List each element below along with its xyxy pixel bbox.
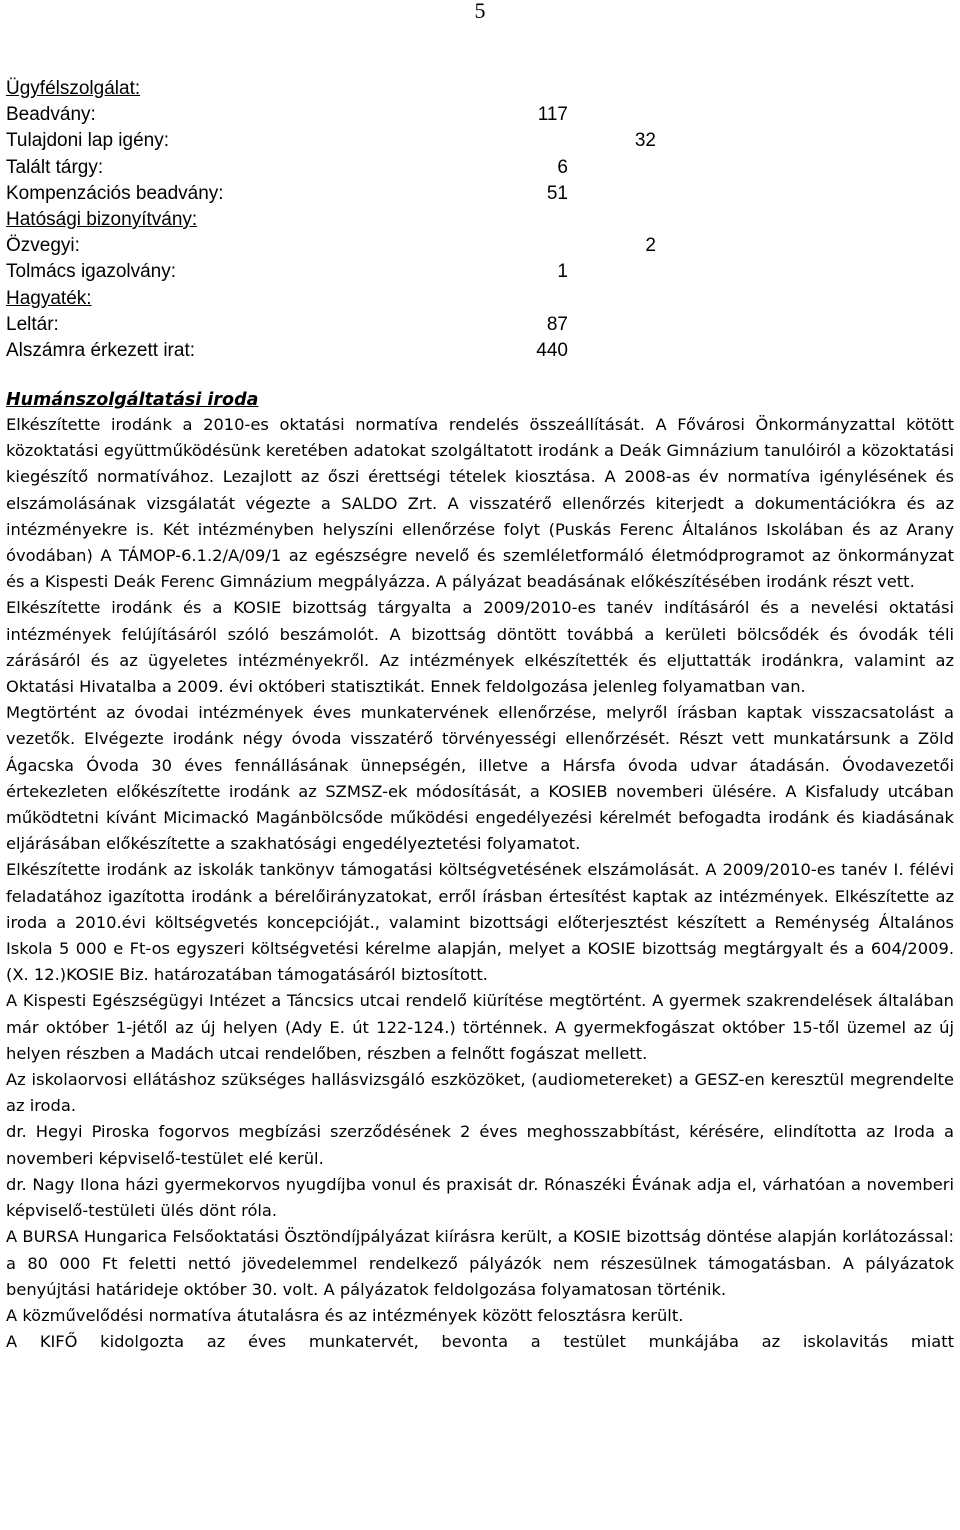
stat-row [6,259,956,285]
stat-row [6,128,956,154]
stat-value: 1 [557,261,568,283]
customer-service-heading [6,76,956,102]
stat-label: Özvegyi: [6,235,80,257]
stat-value: 2 [645,235,656,257]
stat-value: 440 [536,339,568,361]
stat-row [6,312,956,338]
stat-value: 117 [537,104,568,126]
body-paragraph: Az iskolaorvosi ellátáshoz szükséges hallásvizsgáló eszközöket, (audiometereket) a GESZ-en keresztül megrendelte az iroda. [6,1070,954,1116]
stat-label: Hagyaték: [6,287,92,309]
stat-label: Beadvány: [6,104,96,126]
stat-value: 87 [546,313,568,335]
stat-row [6,207,956,233]
body-paragraph: Elkészítette irodánk a 2010-es oktatási normatíva rendelés összeállítását. A Fővárosi Önkormányzattal kötött közoktatási együttműködésünk keretében adatokat szolgáltatott irodánk a Deák Gimnázium tanulóiról a közoktatási kiegészítő normatívához. Lezajlott az őszi érettségi tételek kiosztása. A 2008-as év normatíva igénylésének és elszámolásának vizsgálatát végezte a SALDO Zrt. A visszatérő ellenőrzés kiterjedt a dokumentációkra és az intézményekre is. Két intézményben helyszíni ellenőrzése folyt (Puskás Ferenc Általános Iskolában és az Arany óvodában) A TÁMOP-6.1.2/A/09/1 az egészségre nevelő és szemléletformáló életmódprogramot az önkormányzat és a Kispesti Deák Ferenc Gimnázium megpályázza. A pályázat beadásának előkészítésében irodánk részt vett. [6,415,954,592]
stat-label: Tulajdoni lap igény: [6,130,170,152]
body-paragraph: Elkészítette irodánk és a KOSIE bizottság tárgyalta a 2009/2010-es tanév indításáról és a nevelési oktatási intézmények felújításáról szóló beszámolót. A bizottság döntött továbbá a kerületi bölcsődék és óvodák téli zárásáról és az ügyeletes intézményekről. Az intézmények elkészítették és eljuttatták irodánkra, valamint az Oktatási Hivatalba a 2009. évi októberi statisztikát. Ennek feldolgozása jelenleg folyamatban van. [6,598,954,697]
stat-row [6,155,956,181]
body-paragraph: A közművelődési normatíva átutalásra és az intézmények között felosztásra került. [6,1305,684,1325]
body-paragraph: A Kispesti Egészségügyi Intézet a Táncsics utcai rendelő kiürítése megtörtént. A gyermek szakrendelések általában már október 1-jétől az új helyen (Ady E. út 122-124.) történnek. A gyermekfogászat október 15-től üzemel az új helyen részben a Madách utcai rendelőben, részben a felnőtt fogászat mellett. [6,991,954,1063]
body-paragraph: Megtörtént az óvodai intézmények éves munkatervének ellenőrzése, melyről írásban kaptak visszacsatolást a vezetők. Elvégezte irodánk négy óvoda visszatérő törvényességi ellenőrzését. Részt vett munkatársunk a Zöld Ágacska Óvoda 30 éves fennállásának ünnepségén, illetve a Hársfa óvoda udvar átadásán. Óvodavezetői értekezleten előkészítette irodánk az SZMSZ-ek módosítását, a KOSIEB novemberi ülésére. A Kisfaludy utcában működtetni kívánt Micimackó Magánbölcsőde működési engedélyezési kérelmét befogadta irodánk és kiadásának eljárásában előkészítette a szakhatósági engedélyeztetési folyamatot. [6,703,954,854]
body-paragraph: dr. Hegyi Piroska fogorvos megbízási szerződésének 2 éves meghosszabbítást, kérésére, elindította az Iroda a novemberi képviselő-testület elé kerül. [6,1122,954,1168]
stat-list [6,102,956,364]
stat-label: Kompenzációs beadvány: [6,182,224,204]
stat-row [6,233,956,259]
customer-service-stats [6,76,956,364]
stat-label: Alszámra érkezett irat: [6,339,195,361]
page-number: 5 [474,0,486,23]
stat-label: Leltár: [6,313,59,335]
stat-value: 51 [546,182,568,204]
stat-label: Hatósági bizonyítvány: [6,208,198,230]
body-paragraph: A BURSA Hungarica Felsőoktatási Ösztöndíjpályázat kiírásra került, a KOSIE bizottság döntése alapján korlátozással: a 80 000 Ft feletti nettó jövedelemmel rendelkező pályázók nem részesülnek támogatásban. A pályázatok benyújtási határideje október 30. volt. A pályázatok feldolgozása folyamatosan történik. [6,1227,954,1299]
body-paragraph: Elkészítette irodánk az iskolák tankönyv támogatási költségvetésének elszámolását. A 2009/2010-es tanév I. félévi feladatához igazította irodánk a bérelőirányzatokat, erről írásban értesítést kaptak az intézmények. Elkészítette az iroda a 2010.évi költségvetés koncepcióját., valamint bizottsági előterjesztést készített a Reménység Általános Iskola 5 000 e Ft-os egyszeri költségvetési kérelme alapján, melyet a KOSIE bizottság megtárgyalt és a 604/2009.(X. 12.)KOSIE Biz. határozatában támogatásáról biztosított. [6,860,954,985]
body-paragraph: A KIFŐ kidolgozta az éves munkatervét, bevonta a testület munkájába az iskolavitás miatt [6,1332,954,1352]
stat-row [6,181,956,207]
stat-label: Tolmács igazolvány: [6,261,177,283]
stat-row [6,338,956,364]
stat-label: Talált tárgy: [6,156,104,178]
stat-row [6,286,956,312]
stat-value: 6 [557,156,568,178]
stat-value: 32 [634,130,656,152]
human-services-heading: Humánszolgáltatási iroda [6,390,259,410]
body-paragraph: dr. Nagy Ilona házi gyermekorvos nyugdíjba vonul és praxisát dr. Rónaszéki Évának adja el, várhatóan a novemberi képviselő-testületi ülés dönt róla. [6,1174,954,1221]
human-services-body [6,412,954,1355]
customer-service-heading-text: Ügyfélszolgálat: [6,78,141,99]
stat-row [6,102,956,128]
